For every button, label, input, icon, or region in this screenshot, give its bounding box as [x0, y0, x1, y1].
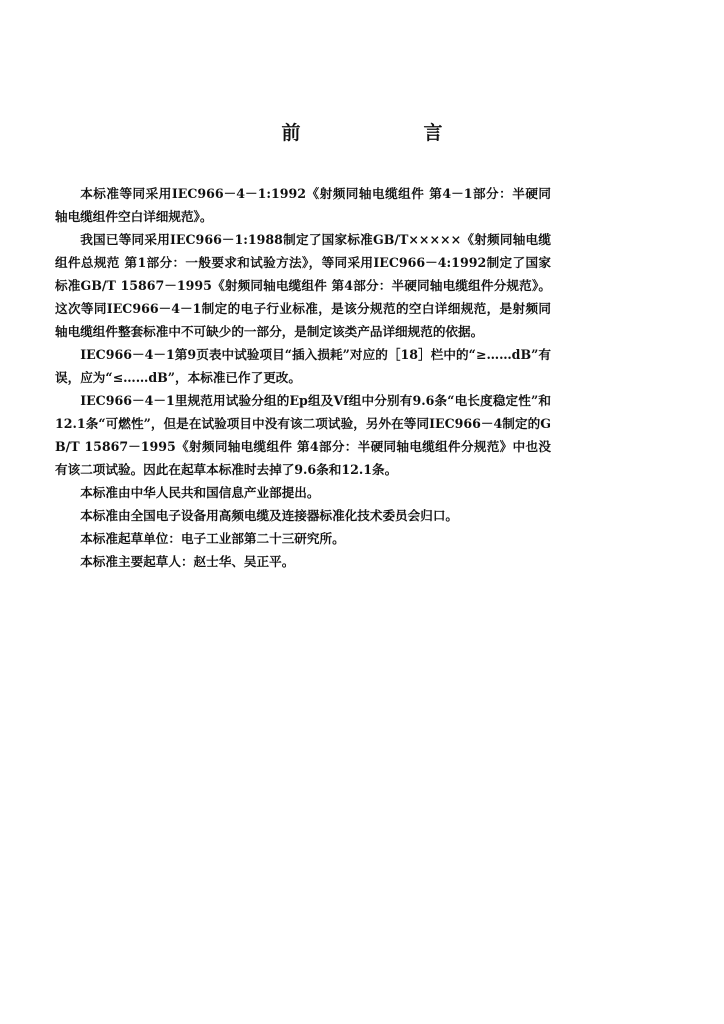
- paragraph-4: IEC966－4－1里规范用试验分组的Ep组及Vf组中分别有9.6条“电长度稳定性”和12.1条“可燃性”，但是在试验项目中没有该二项试验，另外在等同IEC966－4制定的GB/T 15867－1995《射频同轴电缆组件 第4部分：半硬同轴电缆组件分规范》中也没有该二项试验。因此在起草本标准时去掉了9.6条和12.1条。: [55, 393, 551, 477]
- foreword-body: [55, 182, 551, 573]
- paragraph-3: IEC966－4－1第9页表中试验项目“插入损耗”对应的［18］栏中的“≥……dB”有误，应为“≤……dB”，本标准已作了更改。: [55, 347, 551, 385]
- page-title: 前 言: [281, 122, 495, 144]
- paragraph-7: 本标准起草单位：电子工业部第二十三研究所。: [80, 531, 345, 546]
- paragraph-8: 本标准主要起草人：赵士华、吴正平。: [80, 554, 295, 569]
- paragraph-5: 本标准由中华人民共和国信息产业部提出。: [80, 485, 320, 500]
- paragraph-6: 本标准由全国电子设备用高频电缆及连接器标准化技术委员会归口。: [80, 508, 458, 523]
- paragraph-2: 我国已等同采用IEC966－1:1988制定了国家标准GB/T×××××《射频同轴电缆组件总规范 第1部分：一般要求和试验方法》，等同采用IEC966－4:1992制定了国家标准GB/T 15867－1995《射频同轴电缆组件 第4部分：半硬同轴电缆组件分规范》。这次等同IEC966－4－1制定的电子行业标准，是该分规范的空白详细规范，是射频同轴电缆组件整套标准中不可缺少的一部分，是制定该类产品详细规范的依据。: [55, 232, 551, 339]
- paragraph-1: 本标准等同采用IEC966－4－1:1992《射频同轴电缆组件 第4－1部分：半硬同轴电缆组件空白详细规范》。: [55, 186, 551, 224]
